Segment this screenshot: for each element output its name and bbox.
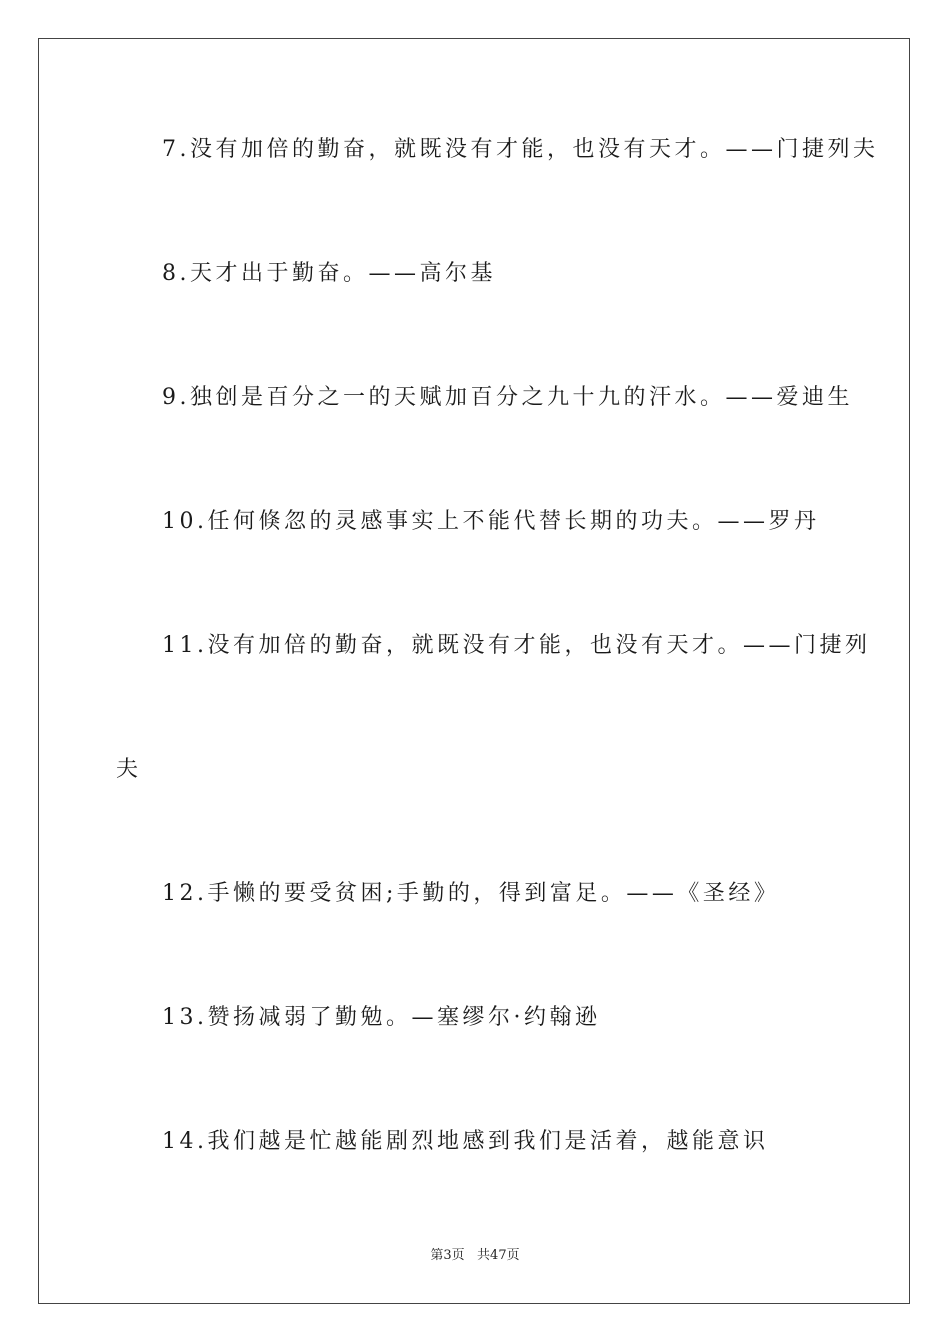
quote-line: 7.没有加倍的勤奋，就既没有才能，也没有天才。——门捷列夫 (162, 137, 879, 162)
quote-line: 12.手懒的要受贫困;手勤的，得到富足。——《圣经》 (162, 881, 780, 906)
quote-line: 8.天才出于勤奋。——高尔基 (162, 261, 496, 286)
page-number-footer: 第3页 共47页 (430, 1248, 520, 1263)
page-frame (38, 38, 910, 1304)
quote-line-continuation: 夫 (116, 757, 142, 782)
quote-line: 14.我们越是忙越能剧烈地感到我们是活着，越能意识 (162, 1129, 769, 1154)
quote-line: 10.任何倏忽的灵感事实上不能代替长期的功夫。——罗丹 (162, 509, 820, 534)
quote-line: 9.独创是百分之一的天赋加百分之九十九的汗水。——爱迪生 (162, 385, 853, 410)
quote-line: 11.没有加倍的勤奋，就既没有才能，也没有天才。——门捷列 (162, 633, 871, 658)
quote-line: 13.赞扬减弱了勤勉。—塞缪尔·约翰逊 (162, 1005, 601, 1030)
